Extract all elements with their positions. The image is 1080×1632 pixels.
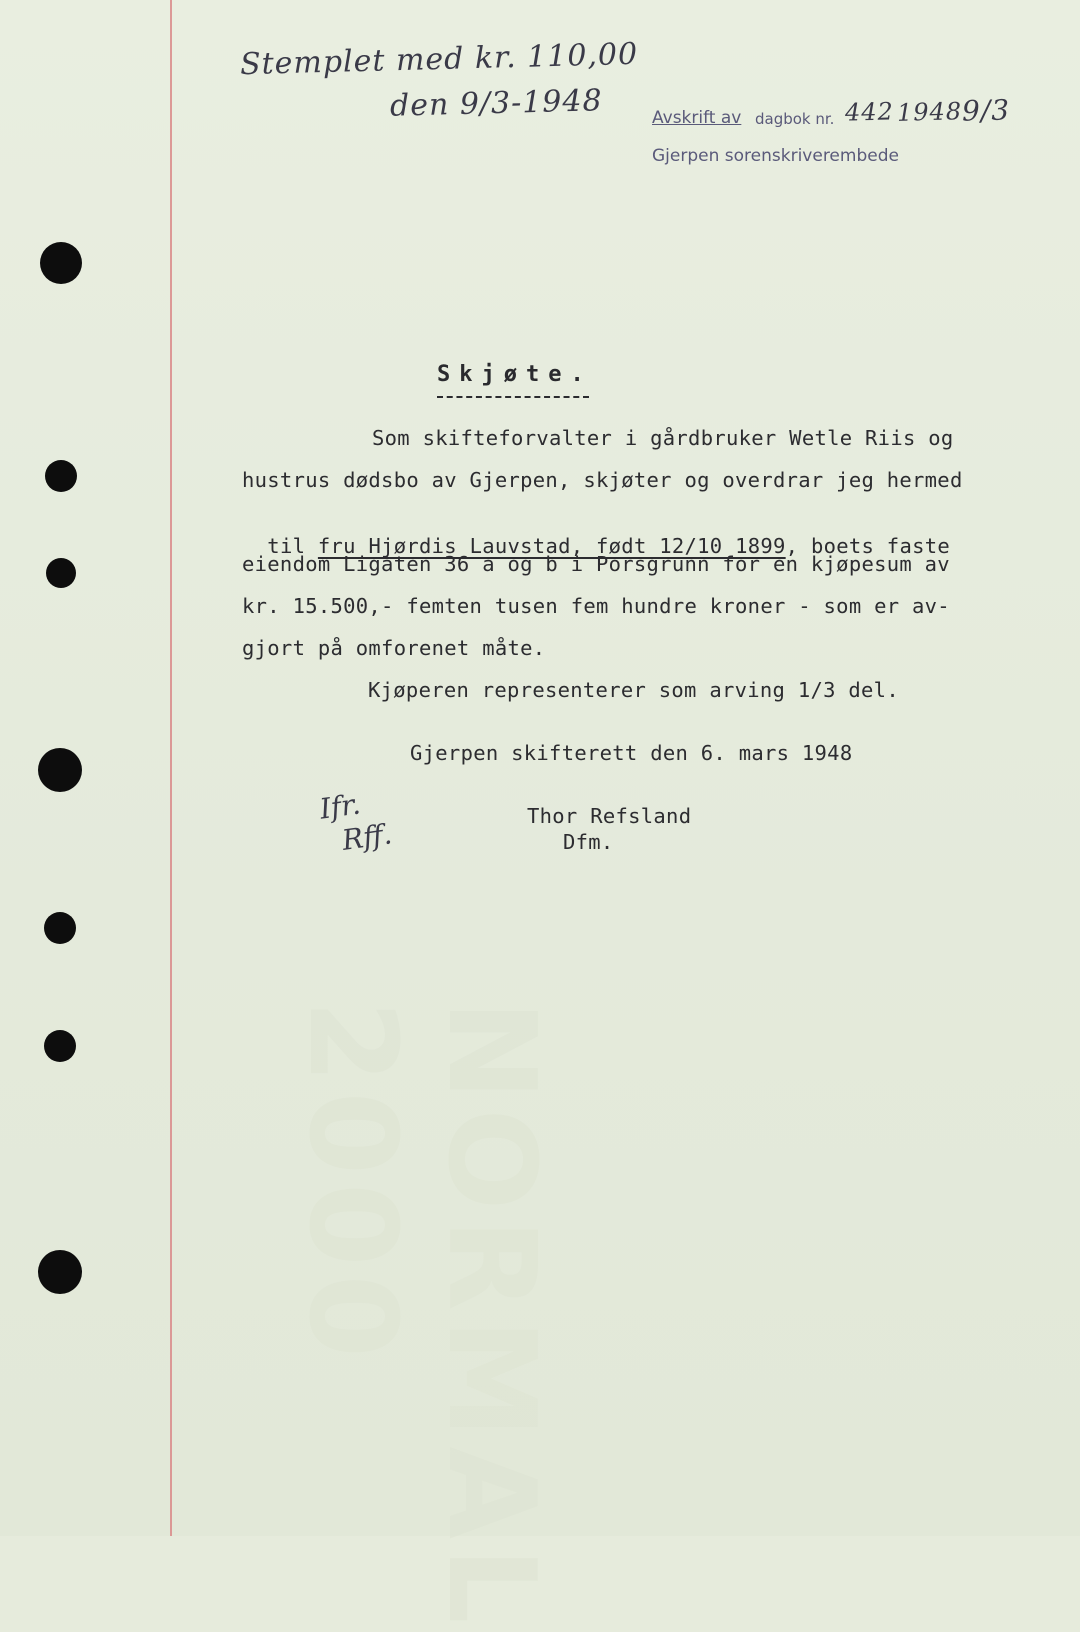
stamp-office: Gjerpen sorenskriverembede	[652, 146, 899, 166]
signature-title: Dfm.	[563, 830, 614, 854]
body-line-suffix: boets faste	[810, 534, 951, 558]
document-title: Skjøte.	[437, 362, 593, 387]
stamp-date: 9/3	[961, 93, 1011, 128]
body-line-prefix: til	[267, 534, 306, 558]
punch-hole	[40, 242, 82, 284]
body-line: Som skifteforvalter i gårdbruker Wetle Riis og	[372, 426, 954, 450]
body-line: eiendom Ligaten 36 a og b i Porsgrunn for en kjøpesum av	[242, 552, 950, 576]
stamp-prefix: Avskrift av	[652, 108, 742, 128]
body-line: kr. 15.500,- femten tusen fem hundre kroner - som er av-	[242, 594, 950, 618]
buyer-name: fru Hjørdis Lauvstad, født 12/10 1899	[317, 534, 786, 558]
stamp-number: 442	[844, 97, 895, 127]
body-line: gjort på omforenet måte.	[242, 636, 546, 660]
punch-hole	[38, 1250, 82, 1294]
punch-hole	[44, 912, 76, 944]
margin-line	[170, 0, 172, 1536]
body-line: Kjøperen representerer som arving 1/3 del.	[368, 678, 899, 702]
body-line: til fru Hjørdis Lauvstad, født 12/10 1899, boets faste	[267, 534, 951, 558]
handwritten-initials: Ifr. Rff.	[317, 787, 394, 860]
punch-hole	[44, 1030, 76, 1062]
watermark: NORMAL 2000	[282, 1000, 560, 1632]
stamp-label: dagbok nr.	[755, 110, 835, 128]
punch-hole	[46, 558, 76, 588]
body-line: hustrus dødsbo av Gjerpen, skjøter og overdrar jeg hermed	[242, 468, 963, 492]
punch-hole	[38, 748, 82, 792]
stamp-year: 1948	[896, 97, 963, 127]
handwritten-note-line1: Stemplet med kr. 110,00	[239, 36, 639, 83]
title-underline	[437, 396, 589, 398]
punch-hole	[45, 460, 77, 492]
signature-name: Thor Refsland	[527, 804, 692, 828]
place-date-line: Gjerpen skifterett den 6. mars 1948	[410, 741, 853, 765]
handwritten-note-line2: den 9/3-1948	[389, 83, 604, 124]
